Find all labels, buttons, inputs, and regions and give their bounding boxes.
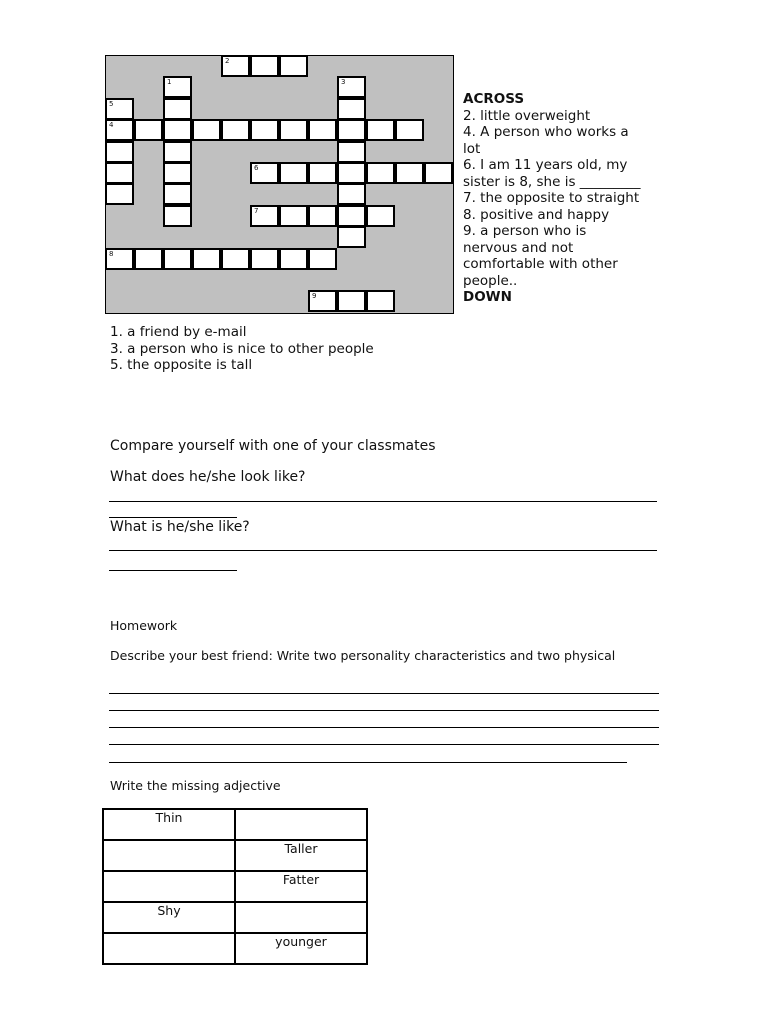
- answer-line[interactable]: [109, 693, 659, 694]
- crossword-cell[interactable]: [279, 119, 308, 141]
- across-clue: people..: [463, 272, 518, 289]
- question-is-like: What is he/she like?: [110, 519, 250, 535]
- across-clue: lot: [463, 140, 481, 157]
- adjective-cell: Taller: [235, 840, 367, 871]
- crossword-cell[interactable]: [279, 248, 308, 270]
- crossword-cell[interactable]: [308, 248, 337, 270]
- across-heading: ACROSS: [463, 91, 525, 107]
- crossword-cell[interactable]: [250, 55, 279, 77]
- answer-line[interactable]: [109, 517, 237, 518]
- crossword-cell[interactable]: [105, 162, 134, 184]
- clue-number: 7: [254, 206, 259, 215]
- crossword-cell[interactable]: [163, 248, 192, 270]
- crossword-cell[interactable]: [192, 248, 221, 270]
- crossword-cell[interactable]: [337, 162, 366, 184]
- crossword-cell[interactable]: [337, 290, 366, 312]
- crossword-cell[interactable]: [308, 290, 337, 312]
- crossword-cell[interactable]: [279, 162, 308, 184]
- question-look-like: What does he/she look like?: [110, 469, 306, 485]
- across-clue: 8. positive and happy: [463, 206, 610, 223]
- crossword-cell[interactable]: [250, 248, 279, 270]
- crossword-cell[interactable]: [163, 205, 192, 227]
- homework-title: Homework: [110, 618, 178, 633]
- crossword-cell[interactable]: [163, 98, 192, 120]
- adjective-cell: Shy: [103, 902, 235, 933]
- table-row: [103, 933, 367, 964]
- crossword-cell[interactable]: [105, 183, 134, 205]
- across-clue: 9. a person who is: [463, 223, 587, 239]
- down-clue: 1. a friend by e-mail: [110, 324, 247, 340]
- crossword-cell[interactable]: [163, 141, 192, 163]
- across-clues: [463, 91, 668, 306]
- crossword-cell[interactable]: [134, 248, 163, 270]
- table-row: [103, 809, 367, 840]
- adjective-cell: younger: [235, 933, 367, 964]
- crossword-cell[interactable]: [308, 119, 337, 141]
- crossword-cell[interactable]: [337, 76, 366, 98]
- crossword-cell[interactable]: [366, 119, 395, 141]
- crossword-cell[interactable]: [308, 162, 337, 184]
- crossword-cell[interactable]: [279, 55, 308, 77]
- crossword-cell[interactable]: [337, 98, 366, 120]
- crossword-cell[interactable]: [134, 119, 163, 141]
- compare-title: Compare yourself with one of your classmates: [110, 438, 436, 454]
- crossword-cell[interactable]: [308, 205, 337, 227]
- crossword-cell[interactable]: [105, 141, 134, 163]
- crossword-cell[interactable]: [163, 183, 192, 205]
- crossword-cell[interactable]: [424, 162, 453, 184]
- down-clue: 3. a person who is nice to other people: [110, 340, 374, 357]
- crossword-cell[interactable]: [366, 290, 395, 312]
- clue-number: 8: [109, 249, 114, 258]
- blank-answer-cell[interactable]: [103, 933, 235, 964]
- crossword-cell[interactable]: [337, 183, 366, 205]
- crossword-cell[interactable]: [221, 248, 250, 270]
- across-clue: 4. A person who works a: [463, 124, 629, 140]
- clue-number: 5: [109, 99, 114, 108]
- crossword-cell[interactable]: [105, 98, 134, 120]
- crossword-cell[interactable]: [366, 205, 395, 227]
- crossword-cell[interactable]: [221, 119, 250, 141]
- crossword-cell[interactable]: [250, 162, 279, 184]
- adjective-cell: Fatter: [235, 871, 367, 902]
- blank-answer-cell[interactable]: [235, 809, 367, 840]
- down-clues: [110, 324, 530, 374]
- clue-number: 9: [312, 292, 317, 301]
- across-clue: nervous and not: [463, 239, 574, 256]
- across-clue: sister is 8, she is _________: [463, 173, 641, 190]
- crossword-cell[interactable]: [337, 119, 366, 141]
- crossword-cell[interactable]: [366, 162, 395, 184]
- crossword-cell[interactable]: [250, 119, 279, 141]
- blank-answer-cell[interactable]: [103, 840, 235, 871]
- crossword-cell[interactable]: [250, 205, 279, 227]
- answer-line[interactable]: [109, 550, 657, 551]
- blank-answer-cell[interactable]: [103, 871, 235, 902]
- crossword-cell[interactable]: [337, 141, 366, 163]
- clue-number: 4: [109, 121, 114, 130]
- blank-answer-cell[interactable]: [235, 902, 367, 933]
- crossword-grid: [105, 55, 454, 314]
- crossword-cell[interactable]: [163, 119, 192, 141]
- adjective-cell: Thin: [103, 809, 235, 840]
- crossword-cell[interactable]: [105, 119, 134, 141]
- crossword-cell[interactable]: [105, 248, 134, 270]
- down-clue: 5. the opposite is tall: [110, 357, 253, 373]
- crossword-cell[interactable]: [163, 76, 192, 98]
- answer-line[interactable]: [109, 727, 659, 728]
- adjective-title: Write the missing adjective: [110, 778, 281, 793]
- crossword-cell[interactable]: [337, 226, 366, 248]
- clue-number: 3: [341, 78, 346, 87]
- across-clue: comfortable with other: [463, 256, 618, 272]
- crossword-cell[interactable]: [221, 55, 250, 77]
- clue-number: 2: [225, 57, 230, 65]
- table-row: [103, 902, 367, 933]
- crossword-cell[interactable]: [337, 205, 366, 227]
- table-row: [103, 840, 367, 871]
- answer-line[interactable]: [109, 744, 659, 745]
- crossword-cell[interactable]: [395, 162, 424, 184]
- answer-line[interactable]: [109, 501, 657, 502]
- across-clue: 6. I am 11 years old, my: [463, 157, 628, 173]
- crossword-cell[interactable]: [279, 205, 308, 227]
- answer-line[interactable]: [109, 710, 659, 711]
- crossword-cell[interactable]: [163, 162, 192, 184]
- across-clue: 7. the opposite to straight: [463, 190, 640, 206]
- clue-number: 1: [167, 78, 172, 87]
- answer-line[interactable]: [109, 570, 237, 571]
- homework-prompt: Describe your best friend: Write two personality characteristics and two physical: [110, 648, 616, 663]
- table-row: [103, 871, 367, 902]
- answer-line[interactable]: [109, 762, 627, 763]
- across-clue: 2. little overweight: [463, 107, 591, 124]
- crossword-cell[interactable]: [395, 119, 424, 141]
- down-heading: DOWN: [463, 289, 512, 305]
- crossword-cell[interactable]: [192, 119, 221, 141]
- clue-number: 6: [254, 164, 259, 172]
- adjective-table: [102, 808, 368, 965]
